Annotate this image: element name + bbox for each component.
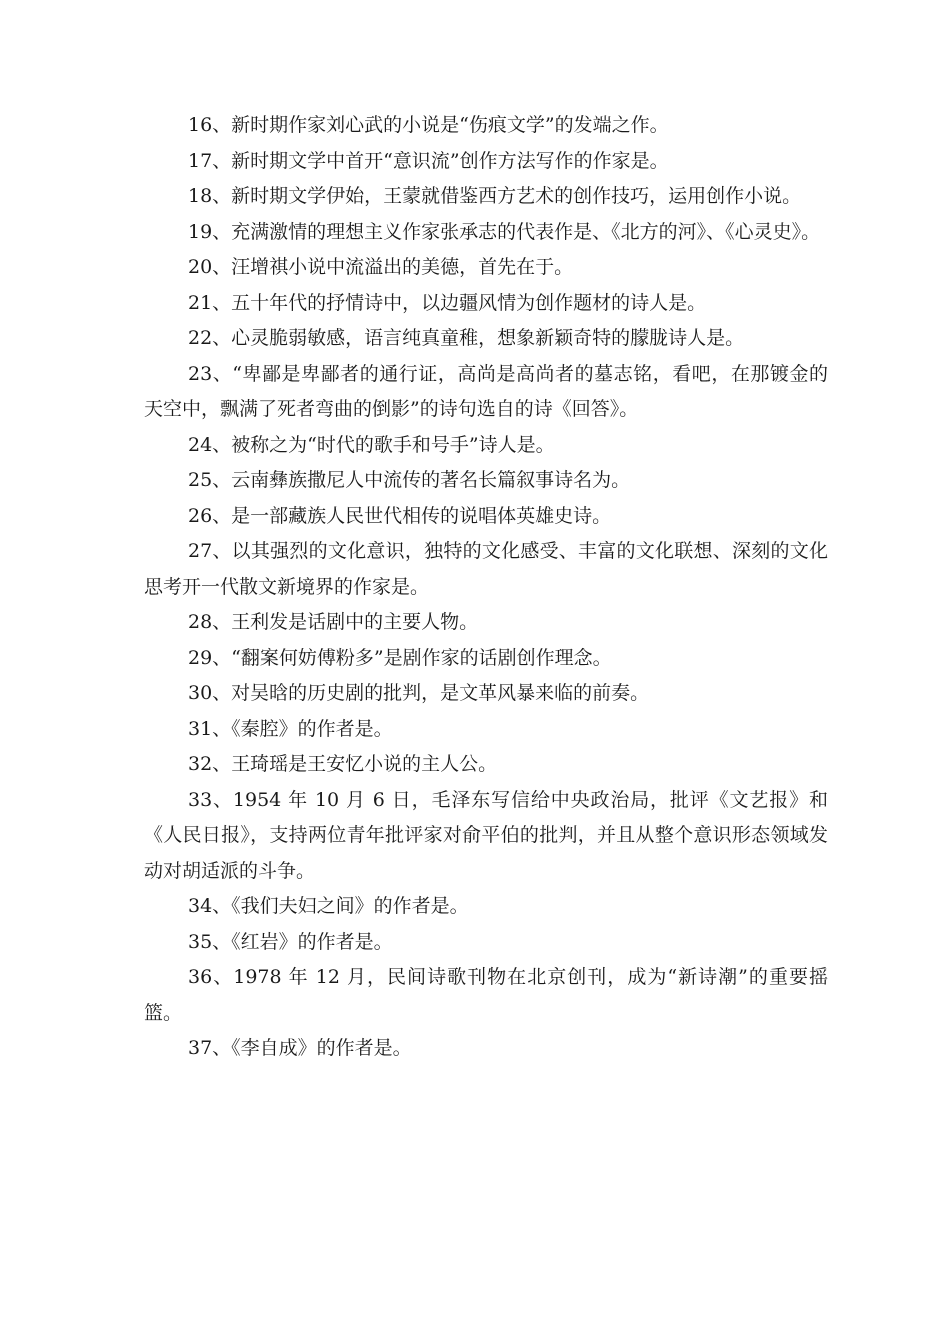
question-37: 37、《李自成》的作者是。	[188, 1037, 412, 1059]
question-35: 35、《红岩》的作者是。	[188, 930, 393, 953]
question-19: 19、充满激情的理想主义作家张承志的代表作是、《北方的河》、《心灵史》。	[188, 220, 821, 243]
question-30: 30、对吴晗的历史剧的批判，是文革风暴来临的前奏。	[188, 682, 650, 704]
question-22: 22、心灵脆弱敏感，语言纯真童稚，想象新颖奇特的朦胧诗人是。	[188, 327, 745, 349]
question-33: 33、1954 年 10 月 6 日，毛泽东写信给中央政治局，批评《文艺报》和《人民日报》，支持两位青年批评家对俞平伯的批判，并且从整个意识形态领域发动对胡适派的斗争。	[144, 788, 828, 882]
question-26: 26、是一部藏族人民世代相传的说唱体英雄史诗。	[188, 504, 612, 527]
question-31: 31、《秦腔》的作者是。	[188, 717, 393, 740]
question-25: 25、云南彝族撒尼人中流传的著名长篇叙事诗名为。	[188, 469, 631, 491]
question-list	[144, 108, 828, 1067]
question-21: 21、五十年代的抒情诗中，以边疆风情为创作题材的诗人是。	[188, 291, 707, 314]
question-32: 32、王琦瑶是王安忆小说的主人公。	[188, 753, 498, 775]
question-36: 36、1978 年 12 月，民间诗歌刊物在北京创刊，成为“新诗潮”的重要摇篮。	[144, 966, 828, 1024]
question-29: 29、“翻案何妨傅粉多”是剧作家的话剧创作理念。	[188, 646, 612, 669]
question-17: 17、新时期文学中首开“意识流”创作方法写作的作家是。	[188, 149, 669, 172]
question-23: 23、“卑鄙是卑鄙者的通行证，高尚是高尚者的墓志铭，看吧，在那镀金的天空中，飘满了死者弯曲的倒影”的诗句选自的诗《回答》。	[144, 362, 828, 420]
question-24: 24、被称之为“时代的歌手和号手”诗人是。	[188, 433, 555, 456]
question-20: 20、汪增祺小说中流溢出的美德，首先在于。	[188, 256, 574, 278]
question-18: 18、新时期文学伊始，王蒙就借鉴西方艺术的创作技巧，运用创作小说。	[188, 185, 802, 207]
question-34: 34、《我们夫妇之间》的作者是。	[188, 895, 469, 917]
question-16: 16、新时期作家刘心武的小说是“伤痕文学”的发端之作。	[188, 114, 669, 136]
question-27: 27、以其强烈的文化意识，独特的文化感受、丰富的文化联想、深刻的文化思考开一代散文新境界的作家是。	[144, 540, 828, 598]
question-28: 28、王利发是话剧中的主要人物。	[188, 611, 479, 633]
